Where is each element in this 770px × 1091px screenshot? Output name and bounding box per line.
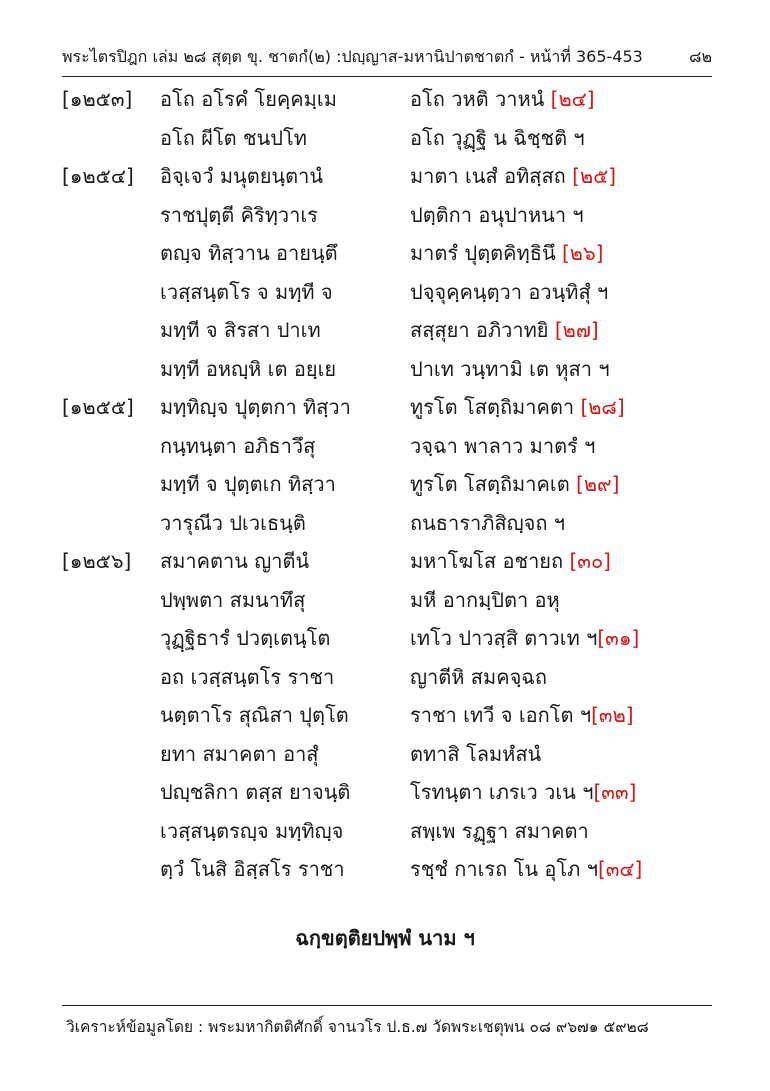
verse-line-second — [410, 812, 589, 851]
verse-line-first: วารุณีว ปเวเธนฺติ — [160, 510, 306, 535]
verse-line-first: สมาคตาน ญาตีนํ — [160, 549, 310, 573]
verse-line-text: ทูรโต โสตฺถิมาคตา — [410, 395, 575, 419]
verse-line-first: อถ เวสฺสนฺตโร ราชา — [160, 664, 335, 689]
verse-line-second — [410, 157, 616, 196]
verse-line-text: ถนธาราภิสิญฺจถ ฯ — [410, 510, 566, 535]
verse-number: [๑๒๕๖] — [62, 549, 132, 573]
verse-row — [62, 80, 712, 119]
verse-row — [62, 350, 712, 389]
verse-line-first: ตฺวํ โนสิ อิสฺสโร ราชา — [160, 857, 345, 881]
verse-line-first: อิจฺเจวํ มนุตยนฺตานํ — [160, 164, 323, 188]
verse-line-second — [410, 119, 585, 158]
footer-divider — [62, 1005, 712, 1006]
verse-line-text: ราชา เทวี จ เอกโต ฯ — [410, 703, 592, 727]
verse-line-first: ปพฺพตา สมนาทึสุ — [160, 587, 306, 612]
verse-number: [๑๒๕๓] — [62, 87, 133, 111]
verse-reference: [๓๓] — [593, 780, 637, 804]
verse-reference: [๒๔] — [550, 87, 595, 111]
verse-reference: [๓๔] — [597, 857, 643, 881]
verse-line-text: อโถ วหติ วาหนํ — [410, 87, 545, 111]
verse-row — [62, 850, 712, 889]
verse-line-first: วุฏฺฐิธารํ ปวตฺเตนฺโต — [160, 626, 331, 650]
verse-line-second — [410, 696, 634, 735]
verse-row — [62, 773, 712, 812]
verse-list — [62, 80, 712, 889]
verse-row — [62, 581, 712, 620]
verse-line-text: วจฺฉา พาลาว มาตรํ ฯ — [410, 433, 596, 458]
verse-row — [62, 196, 712, 235]
verse-line-text: ปจฺจุคฺคนฺตฺวา อวนฺทิสุํ ฯ — [410, 279, 609, 304]
verse-line-first: เวสฺสนฺตรญฺจ มทฺทิญฺจ — [160, 818, 344, 843]
verse-line-text: ตทาสิ โลมหํสนํ — [410, 741, 542, 766]
verse-line-second — [410, 735, 541, 774]
verse-row — [62, 427, 712, 466]
verse-row — [62, 812, 712, 851]
verse-line-first: มทฺที จ สิรสา ปาเท — [160, 318, 321, 342]
verse-reference: [๒๖] — [561, 241, 604, 265]
verse-line-second — [410, 465, 619, 504]
verse-line-text: อโถ วุฏฺฐิ น ฉิชฺชติ ฯ — [410, 125, 585, 150]
verse-row — [62, 504, 712, 543]
page-header — [62, 40, 712, 74]
verse-row — [62, 696, 712, 735]
header-divider — [62, 76, 712, 77]
verse-reference: [๒๕] — [572, 164, 617, 188]
verse-reference: [๓๑] — [597, 626, 640, 650]
verse-reference: [๓๐] — [569, 549, 611, 573]
verse-row — [62, 119, 712, 158]
verse-line-first: กนฺทนฺตา อภิธาวึสุ — [160, 433, 316, 458]
verse-line-second — [410, 350, 610, 389]
verse-line-text: มหาโฆโส อชายถ — [410, 549, 564, 573]
verse-line-second — [410, 542, 611, 581]
verse-reference: [๒๙] — [576, 472, 620, 496]
verse-line-text: ปตฺติกา อนุปาหนา ฯ — [410, 202, 584, 227]
verse-line-first: มทฺที จ ปุตฺตเก ทิสฺวา — [160, 472, 336, 496]
verse-row — [62, 658, 712, 697]
verse-line-second — [410, 850, 642, 889]
verse-line-second — [410, 658, 547, 697]
verse-line-text: มาตา เนสํ อทิสฺสถ — [410, 164, 566, 188]
verse-row — [62, 465, 712, 504]
verse-line-first: อโถ อโรคํ โยคฺคมฺเม — [160, 87, 337, 111]
verse-line-second — [410, 80, 595, 119]
verse-line-text: รชฺชํ กาเรถ โน อุโภ ฯ — [410, 857, 598, 881]
verse-reference: [๒๗] — [554, 318, 599, 342]
verse-line-first: นตฺตาโร สุณิสา ปุตฺโต — [160, 703, 349, 727]
verse-line-first: มทฺที อหญฺหิ เต อยฺเย — [160, 356, 337, 381]
page-footer: วิเคราะห์ข้อมูลโดย : พระมหากิตติศักดิ์ จานวโร ป.ธ.๗ วัดพระเชตุพน ๐๘ ๙๖๗๑ ๕๙๒๘ — [66, 1018, 649, 1036]
verse-line-text: สสฺสุยา อภิวาทยิ — [410, 318, 549, 342]
header-title: พระไตรปิฎก เล่ม ๒๘ สุตฺต ขุ. ชาตกํ(๒) :ปญฺญาส-มหานิปาตชาตกํ - หน้าที่ 365-453 — [62, 46, 643, 66]
verse-line-text: เทโว ปาวสฺสิ ตาวเท ฯ — [410, 626, 598, 650]
verse-line-first: ยทา สมาคตา อาสุํ — [160, 741, 319, 766]
verse-number: [๑๒๕๔] — [62, 164, 134, 188]
verse-line-second — [410, 273, 608, 312]
verse-line-second — [410, 773, 636, 812]
verse-row — [62, 157, 712, 196]
verse-row — [62, 388, 712, 427]
verse-line-text: มหี อากมฺปิตา อหุ — [410, 587, 560, 612]
verse-line-first: ตญฺจ ทิสฺวาน อายนฺตึ — [160, 241, 338, 265]
verse-line-second — [410, 619, 639, 658]
verse-line-second — [410, 504, 565, 543]
verse-line-text: ญาตีหิ สมคจฺฉถ — [410, 664, 548, 689]
verse-row — [62, 542, 712, 581]
verse-row — [62, 311, 712, 350]
verse-line-text: ปาเท วนฺทามิ เต หุสา ฯ — [410, 356, 610, 381]
verse-line-text: ทูรโต โสตฺถิมาคเต — [410, 472, 570, 496]
verse-line-first: มทฺทิญฺจ ปุตฺตกา ทิสฺวา — [160, 395, 351, 419]
verse-row — [62, 735, 712, 774]
page-number: ๘๒ — [689, 46, 712, 66]
verse-reference: [๓๒] — [591, 703, 634, 727]
verse-line-second — [410, 581, 560, 620]
verse-line-second — [410, 427, 595, 466]
verse-row — [62, 619, 712, 658]
verse-line-second — [410, 311, 599, 350]
verse-row — [62, 273, 712, 312]
verse-line-first: ปญฺชลิกา ตสฺส ยาจนฺติ — [160, 780, 351, 804]
section-title: ฉกฺขตฺติยปพฺพํ นาม ฯ — [295, 926, 475, 950]
verse-line-second — [410, 196, 584, 235]
verse-line-first: ราชปุตฺตี คิริทฺวาเร — [160, 202, 318, 227]
verse-line-text: สพฺเพ รฏฺฐา สมาคตา — [410, 818, 589, 843]
verse-row — [62, 234, 712, 273]
verse-number: [๑๒๕๕] — [62, 395, 134, 419]
verse-line-text: มาตรํ ปุตฺตคิทฺธินึ — [410, 241, 556, 265]
verse-line-second — [410, 234, 603, 273]
verse-line-second — [410, 388, 625, 427]
verse-line-text: โรทนฺตา เภรเว วเน ฯ — [410, 780, 594, 804]
verse-reference: [๒๘] — [580, 395, 625, 419]
verse-line-first: เวสฺสนฺตโร จ มทฺที จ — [160, 279, 333, 304]
verse-line-first: อโถ ผีโต ชนปโท — [160, 125, 307, 150]
